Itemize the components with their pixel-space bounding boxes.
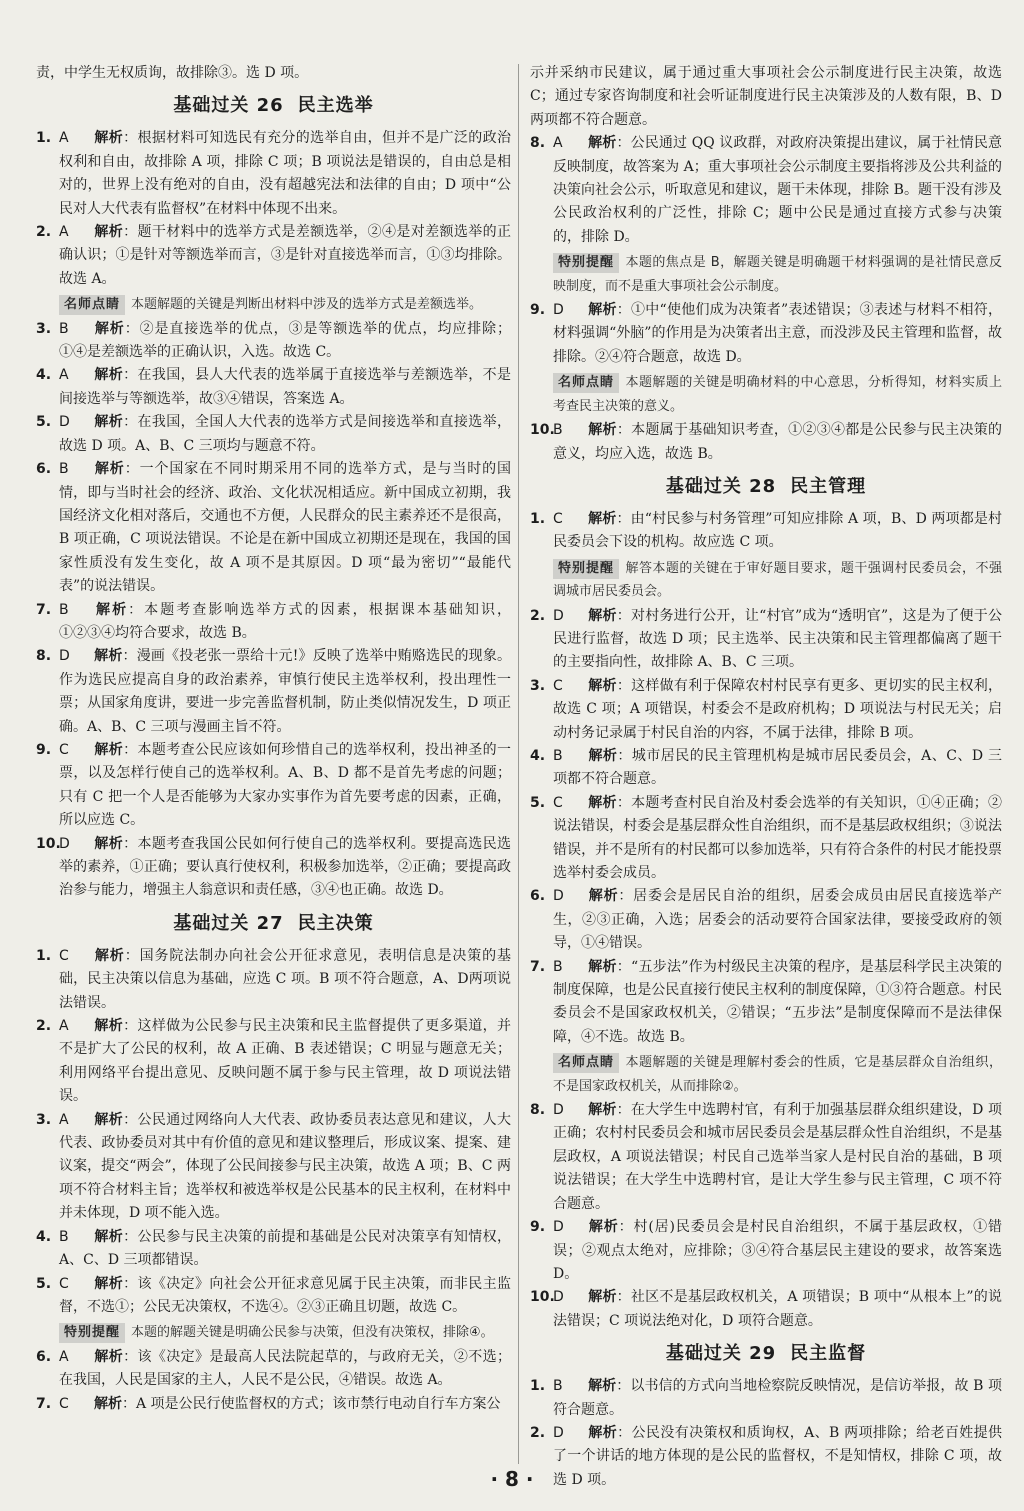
question-list	[530, 132, 1002, 249]
tip-box: 特别提醒 解答本题的关键在于审好题目要求，题干强调村民委员会，不强调城市居民委员会。	[553, 560, 1002, 600]
answer-choice: A	[553, 135, 563, 152]
question-list	[36, 127, 511, 902]
analysis-label: 解析	[94, 648, 123, 665]
answer-item: 1. A 解析：根据材料可知选民有充分的选举自由，但并不是广泛的政治权利和自由，故排除 A 项，排除 C 项；B 项说法是错误的，自由总是相对的，世界上没有绝对的自由，没有超越宪法和法律的自由；D 项中“公民对人大代表有监督权”在材料中体现不出来。	[36, 127, 511, 221]
analysis-text: 漫画《投老张一票给十元!》反映了选举中贿赂选民的现象。作为选民应提高自身的政治素养，审慎行使民主选举权利，投出理性一票；从国家角度讲，要进一步完善监督机制，防止类似情况发生，D 项正确。A、B、C 三项与漫画主旨不符。	[59, 648, 512, 735]
answer-item: 3. C 解析：这样做有利于保障农村村民享有更多、更切实的民主权利，故选 C 项；A 项错误，村委会不是政府机构；D 项说法与村民无关；启动村务记录属于村民自治的内容，不属于法律，排除 B 项。	[530, 675, 1002, 745]
analysis-text: 本题考查村民自治及村委会选举的有关知识，①④正确；②说法错误，村委会是基层群众性自治组织，而不是基层政权组织；③说法错误，并不是所有的村民都可以参加选举，只有符合条件的村民才能投票选举村委会成员。	[553, 794, 1003, 881]
question-number: 8.	[36, 648, 52, 665]
analysis-label: 解析	[94, 130, 124, 147]
question-number: 8.	[530, 1102, 546, 1119]
answer-item: 5. C 解析：本题考查村民自治及村委会选举的有关知识，①④正确；②说法错误，村委会是基层群众性自治组织，而不是基层政权组织；③说法错误，并不是所有的村民都可以参加选举，只有符合条件的村民才能投票选举村委会成员。	[530, 792, 1002, 886]
analysis-label: 解析	[588, 1378, 617, 1395]
answer-item: 6. A 解析：该《决定》是最高人民法院起草的，与政府无关，②不选；在我国，人民是国家的主人，人民不是公民，④错误。故选 A。	[36, 1346, 511, 1393]
question-number: 6.	[530, 888, 546, 905]
analysis-text: “五步法”作为村级民主决策的程序，是基层科学民主决策的制度保障，也是公民直接行使民主权利的制度保障，①③符合题意。村民委员会不是国家政权机关，②错误；“五步法”是制度保障而不是法律保障，④不选。故选 B。	[553, 958, 1003, 1045]
question-number: 6.	[36, 461, 52, 478]
analysis-text: 该《决定》向社会公开征求意见属于民主决策，而非民主监督，不选①；公民无决策权，不选④。②③正确且切题，故选 C。	[59, 1275, 512, 1315]
answer-item: 9. D 解析：村(居)民委员会是村民自治组织，不属于基层政权，①错误；②观点太绝对，应排除；③④符合基层民主建设的要求，故答案选 D。	[530, 1216, 1002, 1286]
analysis-text: ①中“使他们成为决策者”表述错误；③表述与材料不相符，材料强调“外脑”的作用是为决策者出主意，而没涉及民主管理和监督，故排除。②④符合题意，故选 D。	[553, 302, 1003, 365]
answer-choice: A	[59, 224, 69, 241]
question-number: 5.	[530, 794, 546, 811]
analysis-text: 该《决定》是最高人民法院起草的，与政府无关，②不选；在我国，人民是国家的主人，人民不是公民，④错误。故选 A。	[59, 1348, 512, 1389]
analysis-text: 这样做为公民参与民主决策和民主监督提供了更多渠道，并不是扩大了公民的权利，故 A 正确、B 表述错误；C 明显与题意无关；利用网络平台提出意见、反映问题不属于参与民主管理，故 D 项说法错误。	[59, 1018, 512, 1105]
answer-item: 7. B 解析：本题考查影响选举方式的因素，根据课本基础知识，①②③④均符合要求，故选 B。	[36, 599, 511, 646]
question-number: 5.	[36, 414, 52, 431]
answer-choice: A	[59, 1018, 69, 1035]
tip-box: 特别提醒 本题的焦点是 B，解题关键是明确题干材料强调的是社情民意反映制度，而不是重大事项社会公示制度。	[553, 255, 1002, 294]
question-number: 10.	[530, 422, 555, 439]
answer-item: 4. A 解析：在我国，县人大代表的选举属于直接选举与差额选举，不是间接选举与等额选举，故③④错误，答案选 A。	[36, 364, 511, 411]
analysis-text: 公民参与民主决策的前提和基础是公民对决策享有知情权，A、C、D 三项都错误。	[59, 1228, 512, 1269]
analysis-label: 解析	[94, 947, 125, 964]
page-number: · 8 ·	[490, 1467, 534, 1491]
answer-item: 10.D 解析：社区不是基层政权机关，A 项错误；B 项中“从根本上”的说法错误；C 项说法绝对化，D 项符合题意。	[530, 1286, 1002, 1333]
question-number: 3.	[36, 320, 52, 337]
analysis-text: 由“村民参与村务管理”可知应排除 A 项，B、D 两项都是村民委员会下设的机构。故应选 C 项。	[553, 510, 1003, 551]
analysis-label: 解析	[588, 1102, 617, 1119]
question-number: 1.	[530, 1378, 546, 1395]
answer-choice: D	[59, 648, 70, 665]
answer-item: 7. C 解析：A 项是公民行使监督权的方式；该市禁行电动自行车方案公	[36, 1393, 511, 1416]
analysis-text: 本题考查公民应该如何珍惜自己的选举权利，投出神圣的一票，以及怎样行使自己的选举权利。A、B、D 都不是首先考虑的问题；只有 C 把一个人是否能够为大家办实事作为首先要考虑的因素，正确，所以应选 C。	[59, 741, 512, 829]
analysis-text: ②是直接选举的优点，③是等额选举的优点，均应排除；①④是差额选举的正确认识，入选。故选 C。	[59, 320, 512, 361]
answer-choice: C	[59, 1395, 69, 1412]
answer-choice: C	[59, 1275, 69, 1292]
analysis-label: 解析	[588, 747, 618, 764]
analysis-text: 公民通过 QQ 议政群，对政府决策提出建议，属于社情民意反映制度，故答案为 A；重大事项社会公示制度主要指将涉及公共利益的决策向社会公示，听取意见和建议，题干未体现，排除 B。题干没有涉及公民政治权利的广泛性，排除 C；题中公民是通过直接方式参与决策的，排除 D。	[553, 135, 1003, 245]
section-heading-27: 基础过关 27 民主决策	[173, 912, 374, 934]
answer-choice: C	[59, 741, 69, 758]
question-list	[530, 605, 1002, 1050]
answer-item: 3. A 解析：公民通过网络向人大代表、政协委员表达意见和建议，人大代表、政协委员对其中有价值的意见和建议整理后，形成议案、提案、建议案，提交“两会”，体现了公民间接参与民主决策，故选 A 项；B、C 两项不符合材料主旨；选举权和被选举权是公民基本的民主权利，在材料中并未体现，D 项不能入选。	[36, 1109, 511, 1226]
section-heading-28: 基础过关 28 民主管理	[665, 475, 867, 497]
analysis-label: 解析	[94, 224, 124, 241]
tip-box: 特别提醒 本题的解题关键是明确公民参与决策，但没有决策权，排除④。	[59, 1321, 511, 1344]
analysis-label: 解析	[588, 302, 617, 319]
question-number: 6.	[36, 1348, 52, 1365]
analysis-text: 国务院法制办向社会公开征求意见，表明信息是决策的基础，民主决策以信息为基础，应选 C 项。B 项不符合题意，A、D两项说法错误。	[59, 947, 512, 1011]
analysis-label: 解析	[94, 1018, 124, 1035]
analysis-text: 居委会是居民自治的组织，居委会成员由居民直接选举产生，②③正确，入选；居委会的活动要符合国家法律，要接受政府的领导，①④错误。	[553, 888, 1003, 952]
answer-item: 6. B 解析：一个国家在不同时期采用不同的选举方式，是与当时的国情，即与当时社会的经济、政治、文化状况相适应。新中国成立初期，我国经济文化相对落后，交通也不方便，人民群众的民主素养还不是很高，B 项正确，C 项说法错误。不论是在新中国成立初期还是现在，我国的国家性质没有发生变化，故 A 项不是其原因。D 项“最为密切”“最能代表”的说法错误。	[36, 458, 511, 598]
answer-item: 10.D 解析：本题考查我国公民如何行使自己的选举权利。要提高选民选举的素养，①正确；要认真行使权利，积极参加选举，②正确；要提高政治参与能力，增强主人翁意识和责任感，③④也正确。故选 D。	[36, 833, 511, 903]
analysis-label: 解析	[588, 794, 617, 811]
analysis-label: 解析	[94, 1348, 124, 1365]
answer-choice: D	[59, 835, 70, 852]
analysis-label: 解析	[94, 367, 124, 384]
analysis-label: 解析	[94, 414, 124, 431]
answer-item: 2. D 解析：对村务进行公开，让“村官”成为“透明官”，这是为了便于公民进行监督，故选 D 项；民主选举、民主决策和民主管理都偏离了题干的主要指向性，故排除 A、B、C 三项。	[530, 605, 1002, 675]
question-number: 3.	[530, 677, 546, 694]
answer-choice: B	[59, 601, 69, 618]
question-number: 2.	[36, 224, 52, 241]
section-heading-26: 基础过关 26 民主选举	[173, 95, 374, 117]
answer-choice: C	[553, 677, 563, 694]
answer-choice: D	[59, 414, 70, 431]
question-list	[530, 508, 1002, 555]
answer-item: 2. A 解析：这样做为公民参与民主决策和民主监督提供了更多渠道，并不是扩大了公民的权利，故 A 正确、B 表述错误；C 明显与题意无关；利用网络平台提出意见、反映问题不属于参与民主管理，故 D 项说法错误。	[36, 1015, 511, 1109]
answer-choice: D	[553, 1102, 564, 1119]
analysis-label: 解析	[94, 1228, 124, 1245]
answer-choice: B	[553, 958, 563, 975]
continued-answer: 示并采纳市民建议，属于通过重大事项社会公示制度进行民主决策，故选 C；通过专家咨询制度和社会听证制度进行民主决策涉及的人数有限，B、D 两项都不符合题意。	[530, 65, 1002, 128]
tip-box: 名师点睛 本题解题的关键是明确材料的中心意思，分析得知，材料实质上考查民主决策的意义。	[553, 375, 1002, 414]
question-list	[36, 945, 511, 1416]
question-number: 9.	[530, 302, 546, 319]
analysis-label: 解析	[94, 320, 125, 337]
analysis-text: 在我国，全国人大代表的选举方式是间接选举和直接选举，故选 D 项。A、B、C 三项均与题意不符。	[59, 414, 512, 454]
answer-item: 4. B 解析：公民参与民主决策的前提和基础是公民对决策享有知情权，A、C、D 三项都错误。	[36, 1226, 511, 1273]
answer-choice: A	[59, 367, 69, 384]
question-list	[530, 1099, 1002, 1333]
question-number: 7.	[36, 601, 52, 618]
answer-choice: D	[553, 1424, 564, 1441]
answer-item: 8. D 解析：在大学生中选聘村官，有利于加强基层群众组织建设，D 项正确；农村村民委员会和城市居民委员会是基层群众性自治组织，不是基层政权，A 项说法错误；村民自己选举当家人是村民自治的基础，B 项说法错误；在大学生中选聘村官，是让大学生参与民主管理，C 项不符合题意。	[530, 1099, 1002, 1216]
analysis-text: 本题考查影响选举方式的因素，根据课本基础知识，①②③④均符合要求，故选 B。	[59, 601, 512, 641]
question-number: 1.	[36, 947, 52, 964]
question-number: 2.	[530, 607, 546, 624]
answer-item: 9. D 解析：①中“使他们成为决策者”表述错误；③表述与材料不相符，材料强调“外脑”的作用是为决策者出主意，而没涉及民主管理和监督，故排除。②④符合题意，故选 D。	[530, 299, 1002, 369]
analysis-text: 这样做有利于保障农村村民享有更多、更切实的民主权利，故选 C 项；A 项错误，村委会不是政府机构；D 项说法与村民无关；启动村务记录属于村民自治的内容，不属于法律，排除 B 项。	[553, 677, 1003, 741]
answer-item: 2. D 解析：公民没有决策权和质询权，A、B 两项排除；给老百姓提供了一个讲话的地方体现的是公民的监督权，不是知情权，排除 C 项，故选 D 项。	[530, 1422, 1002, 1492]
analysis-label: 解析	[588, 422, 617, 439]
analysis-label: 解析	[588, 607, 617, 624]
question-number: 4.	[36, 1228, 52, 1245]
analysis-label: 解析	[588, 677, 617, 694]
analysis-label: 解析	[588, 958, 617, 975]
analysis-label: 解析	[94, 741, 124, 758]
analysis-text: A 项是公民行使监督权的方式；该市禁行电动自行车方案公	[136, 1395, 501, 1412]
answer-choice: B	[553, 747, 563, 764]
question-number: 7.	[36, 1395, 52, 1412]
intro-line: 责，中学生无权质询，故排除③。选 D 项。	[36, 65, 309, 81]
question-number: 8.	[530, 135, 546, 152]
question-number: 3.	[36, 1111, 52, 1128]
answer-choice: A	[59, 1111, 69, 1128]
analysis-text: 社区不是基层政权机关，A 项错误；B 项中“从根本上”的说法错误；C 项说法绝对化，D 项符合题意。	[553, 1289, 1003, 1329]
analysis-text: 一个国家在不同时期采用不同的选举方式，是与当时的国情，即与当时社会的经济、政治、文化状况相适应。新中国成立初期，我国经济文化相对落后，交通也不方便，人民群众的民主素养还不是很高，B 项正确，C 项说法错误。不论是在新中国成立初期还是现在，我国的国家性质没有发生变化，故 A 项不是其原因。D 项“最为密切”“最能代表”的说法错误。	[59, 461, 512, 595]
answer-choice: D	[553, 1289, 564, 1306]
analysis-label: 解析	[94, 835, 124, 852]
analysis-label: 解析	[588, 135, 617, 152]
answer-item: 3. B 解析：②是直接选举的优点，③是等额选举的优点，均应排除；①④是差额选举的正确认识，入选。故选 C。	[36, 318, 511, 365]
answer-choice: C	[553, 510, 563, 527]
analysis-label: 解析	[94, 461, 125, 478]
answer-item: 8. D 解析：漫画《投老张一票给十元!》反映了选举中贿赂选民的现象。作为选民应提高自身的政治素养，审慎行使民主选举权利，投出理性一票；从国家角度讲，要进一步完善监督机制，防止类似情况发生，D 项正确。A、B、C 三项与漫画主旨不符。	[36, 645, 511, 739]
question-number: 4.	[36, 367, 52, 384]
answer-choice: D	[553, 302, 564, 319]
analysis-label: 解析	[94, 1275, 124, 1292]
answer-item: 5. D 解析：在我国，全国人大代表的选举方式是间接选举和直接选举，故选 D 项。A、B、C 三项均与题意不符。	[36, 411, 511, 458]
tip-box: 名师点睛 本题解题的关键是理解村委会的性质，它是基层群众自治组织，不是国家政权机关，从而排除②。	[553, 1055, 1002, 1094]
question-number: 7.	[530, 958, 546, 975]
analysis-text: 根据材料可知选民有充分的选举自由，但并不是广泛的政治权利和自由，故排除 A 项，排除 C 项；B 项说法是错误的，自由总是相对的，世界上没有绝对的自由，没有超越宪法和法律的自由；D 项中“公民对人大代表有监督权”在材料中体现不出来。	[59, 130, 512, 217]
analysis-text: 村(居)民委员会是村民自治组织，不属于基层政权，①错误；②观点太绝对，应排除；③④符合基层民主建设的要求，故答案选 D。	[553, 1219, 1002, 1282]
answer-choice: B	[553, 1378, 563, 1395]
analysis-label: 解析	[588, 510, 617, 527]
question-number: 5.	[36, 1275, 52, 1292]
question-number: 1.	[36, 130, 52, 147]
answer-choice: B	[59, 1228, 69, 1245]
answer-item: 9. C 解析：本题考查公民应该如何珍惜自己的选举权利，投出神圣的一票，以及怎样行使自己的选举权利。A、B、D 都不是首先考虑的问题；只有 C 把一个人是否能够为大家办实事作为首先要考虑的因素，正确，所以应选 C。	[36, 739, 511, 833]
answer-choice: B	[553, 422, 563, 439]
tip-box: 名师点睛 本题解题的关键是判断出材料中涉及的选举方式是差额选举。	[59, 293, 511, 316]
answer-item: 2. A 解析：题干材料中的选举方式是差额选举，②④是对差额选举的正确认识；①是针对等额选举而言，③是针对直接选举而言，①③均排除。故选 A。	[36, 221, 511, 291]
analysis-text: 题干材料中的选举方式是差额选举，②④是对差额选举的正确认识；①是针对等额选举而言，③是针对直接选举而言，①③均排除。故选 A。	[59, 224, 512, 287]
question-number: 2.	[530, 1424, 546, 1441]
answer-choice: D	[553, 1219, 564, 1236]
analysis-text: 公民没有决策权和质询权，A、B 两项排除；给老百姓提供了一个讲话的地方体现的是公民的监督权，不是知情权，排除 C 项，故选 D 项。	[553, 1424, 1002, 1488]
answer-item: 5. C 解析：该《决定》向社会公开征求意见属于民主决策，而非民主监督，不选①；公民无决策权，不选④。②③正确且切题，故选 C。	[36, 1273, 511, 1320]
analysis-text: 在大学生中选聘村官，有利于加强基层群众组织建设，D 项正确；农村村民委员会和城市居民委员会是基层群众性自治组织，不是基层政权，A 项说法错误；村民自己选举当家人是村民自治的基础，B 项说法错误；在大学生中选聘村官，是让大学生参与民主管理，C 项不符合题意。	[553, 1102, 1002, 1212]
section-heading-29: 基础过关 29 民主监督	[665, 1343, 867, 1365]
answer-item: 7. B 解析：“五步法”作为村级民主决策的程序，是基层科学民主决策的制度保障，也是公民直接行使民主权利的制度保障，①③符合题意。村民委员会不是国家政权机关，②错误；“五步法”是制度保障而不是法律保障，④不选。故选 B。	[530, 956, 1002, 1050]
question-number: 9.	[36, 741, 52, 758]
answer-choice: B	[59, 320, 69, 337]
analysis-label: 解析	[94, 1395, 122, 1412]
analysis-text: 对村务进行公开，让“村官”成为“透明官”，这是为了便于公民进行监督，故选 D 项；民主选举、民主决策和民主管理都偏离了题干的主要指向性，故排除 A、B、C 三项。	[553, 607, 1003, 671]
answer-choice: A	[59, 130, 69, 147]
answer-item: 1. C 解析：由“村民参与村务管理”可知应排除 A 项，B、D 两项都是村民委员会下设的机构。故应选 C 项。	[530, 508, 1002, 555]
question-number: 1.	[530, 510, 546, 527]
answer-item: 1. C 解析：国务院法制办向社会公开征求意见，表明信息是决策的基础，民主决策以信息为基础，应选 C 项。B 项不符合题意，A、D两项说法错误。	[36, 945, 511, 1015]
answer-item: 1. B 解析：以书信的方式向当地检察院反映情况，是信访举报，故 B 项符合题意。	[530, 1375, 1002, 1422]
analysis-label: 解析	[94, 1111, 124, 1128]
question-number: 10.	[36, 835, 61, 852]
analysis-text: 城市居民的民主管理机构是城市居民委员会，A、C、D 三项都不符合题意。	[553, 747, 1003, 788]
question-list	[530, 299, 1002, 369]
question-list	[530, 419, 1002, 466]
answer-choice: B	[59, 461, 69, 478]
analysis-text: 以书信的方式向当地检察院反映情况，是信访举报，故 B 项符合题意。	[553, 1378, 1002, 1418]
question-number: 9.	[530, 1219, 546, 1236]
question-number: 2.	[36, 1018, 52, 1035]
analysis-label: 解析	[588, 1424, 618, 1441]
analysis-text: 在我国，县人大代表的选举属于直接选举与差额选举，不是间接选举与等额选举，故③④错误，答案选 A。	[59, 367, 512, 407]
column-divider	[518, 64, 519, 1464]
question-number: 4.	[530, 747, 546, 764]
answer-choice: A	[59, 1348, 69, 1365]
question-number: 10.	[530, 1289, 555, 1306]
left-column	[36, 62, 511, 1416]
right-column	[530, 62, 1002, 1492]
answer-item: 6. D 解析：居委会是居民自治的组织，居委会成员由居民直接选举产生，②③正确，入选；居委会的活动要符合国家法律，要接受政府的领导，①④错误。	[530, 885, 1002, 955]
answer-choice: C	[59, 947, 69, 964]
analysis-text: 本题考查我国公民如何行使自己的选举权利。要提高选民选举的素养，①正确；要认真行使权利，积极参加选举，②正确；要提高政治参与能力，增强主人翁意识和责任感，③④也正确。故选 D。	[59, 835, 512, 899]
analysis-label: 解析	[588, 1219, 619, 1236]
answer-choice: C	[553, 794, 563, 811]
answer-item: 4. B 解析：城市居民的民主管理机构是城市居民委员会，A、C、D 三项都不符合题意。	[530, 745, 1002, 792]
analysis-text: 公民通过网络向人大代表、政协委员表达意见和建议，人大代表、政协委员对其中有价值的意见和建议整理后，形成议案、提案、建议案，提交“两会”，体现了公民间接参与民主决策，故选 A 项；B、C 两项不符合材料主旨；选举权和被选举权是公民基本的民主权利，在材料中并未体现，D 项不能入选。	[59, 1111, 512, 1222]
answer-choice: D	[553, 888, 564, 905]
answer-item: 10.B 解析：本题属于基础知识考查，①②③④都是公民参与民主决策的意义，均应入选，故选 B。	[530, 419, 1002, 466]
analysis-label: 解析	[588, 1289, 617, 1306]
analysis-label: 解析	[94, 601, 129, 618]
analysis-label: 解析	[588, 888, 619, 905]
answer-choice: D	[553, 607, 564, 624]
analysis-text: 本题属于基础知识考查，①②③④都是公民参与民主决策的意义，均应入选，故选 B。	[553, 422, 1003, 462]
answer-item: 8. A 解析：公民通过 QQ 议政群，对政府决策提出建议，属于社情民意反映制度，故答案为 A；重大事项社会公示制度主要指将涉及公共利益的决策向社会公示，听取意见和建议，题干未体现，排除 B。题干没有涉及公民政治权利的广泛性，排除 C；题中公民是通过直接方式参与决策的，排除 D。	[530, 132, 1002, 249]
